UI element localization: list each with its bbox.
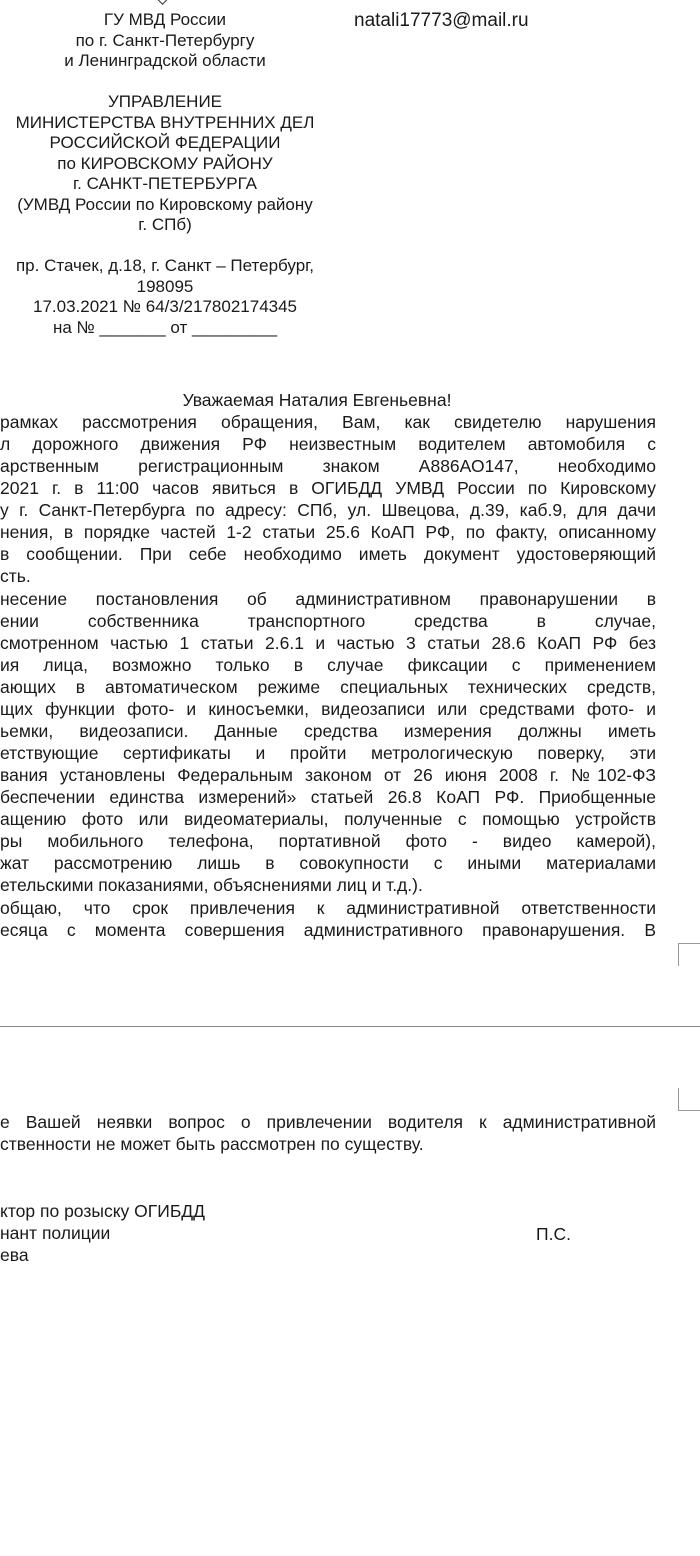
signature-name: ева bbox=[0, 1245, 29, 1265]
greeting: Уважаемая Наталия Евгеньевна! bbox=[182, 390, 452, 410]
signature-position: ктор по розыску ОГИБДД bbox=[0, 1201, 206, 1221]
signature-rank: нант полиции bbox=[0, 1223, 111, 1243]
chevron-down-icon bbox=[156, 0, 169, 5]
address-line: пр. Стачек, д.18, г. Санкт – Петербург, bbox=[15, 256, 315, 275]
paragraph-line: ственности не может быть рассмотрен по существу. bbox=[0, 1134, 424, 1154]
paragraph-line: ьемки, видеозаписи. Данные средства измерения должны иметь bbox=[0, 721, 656, 741]
department-name bbox=[0, 92, 330, 236]
paragraph-line: беспечении единства измерений» статьей 26.8 КоАП РФ. Приобщенные bbox=[0, 787, 656, 807]
dept-line: (УМВД России по Кировскому району bbox=[17, 194, 313, 214]
paragraph-line: жат рассмотрению лишь в совокупности с иными материалами bbox=[0, 853, 656, 873]
dept-line: МИНИСТЕРСТВА ВНУТРЕННИХ ДЕЛ bbox=[15, 112, 315, 132]
paragraph-line: в сообщении. При себе необходимо иметь документ удостоверяющий bbox=[0, 544, 656, 564]
paragraph-line: щих функции фото- и киносъемки, видеозаписи или средствами фото- и bbox=[0, 699, 656, 719]
page-break-divider bbox=[0, 1026, 700, 1027]
paragraph-line: сть. bbox=[0, 566, 31, 586]
paragraph-line: вания установлены Федеральным законом от 26 июня 2008 г. №102-ФЗ bbox=[0, 765, 656, 785]
paragraph-line: ении собственника транспортного средства в случае, bbox=[0, 611, 656, 631]
paragraph-line: е Вашей неявки вопрос о привлечении водителя к административной bbox=[0, 1112, 656, 1132]
paragraph-line: есяца с момента совершения административного правонарушения. В bbox=[0, 920, 656, 940]
org-line: по г. Санкт-Петербургу bbox=[75, 30, 255, 50]
paragraph-line: смотренном частью 1 статьи 2.6.1 и частью 3 статьи 28.6 КоАП РФ без bbox=[0, 633, 656, 653]
reference-number: на № _______ от _________ bbox=[52, 317, 278, 337]
paragraph-line: ающих в автоматическом режиме специальных технических средств, bbox=[0, 677, 656, 697]
address-block bbox=[0, 256, 330, 338]
paragraph-line: общаю, что срок привлечения к административной ответственности bbox=[0, 898, 656, 918]
paragraph-line: у г. Санкт-Петербурга по адресу: СПб, ул. Швецова, д.39, каб.9, для дачи bbox=[0, 500, 656, 520]
paragraph-line: нения, в порядке частей 1-2 статьи 25.6 КоАП РФ, по факту, описанному bbox=[0, 522, 656, 542]
dept-line: г. СПб) bbox=[138, 215, 192, 234]
paragraph-line: 2021 г. в 11:00 часов явиться в ОГИБДД УМВД России по Кировскому bbox=[0, 478, 656, 498]
paragraph-line: ащению фото или видеоматериалы, полученные с помощью устройств bbox=[0, 809, 656, 829]
paragraph-line: ия лица, возможно только в случае фиксации с применением bbox=[0, 655, 656, 675]
org-line: ГУ МВД России bbox=[103, 10, 227, 29]
address-line: 198095 bbox=[136, 276, 194, 296]
paragraph-line: рамках рассмотрения обращения, Вам, как свидетелю нарушения bbox=[0, 412, 656, 432]
paragraph-line: арственным регистрационным знаком А886АО147, необходимо bbox=[0, 456, 656, 476]
org-name bbox=[0, 10, 330, 72]
dept-line: по КИРОВСКОМУ РАЙОНУ bbox=[57, 153, 273, 173]
paragraph-line: л дорожного движения РФ неизвестным водителем автомобиля с bbox=[0, 434, 656, 454]
signature-initials: П.С. bbox=[536, 1224, 571, 1244]
page-corner-mark bbox=[678, 1088, 700, 1111]
dept-line: РОССИЙСКОЙ ФЕДЕРАЦИИ bbox=[49, 133, 281, 152]
org-line: и Ленинградской области bbox=[64, 51, 266, 70]
paragraph-line: етельскими показаниями, объяснениями лиц и т.д.). bbox=[0, 875, 423, 895]
paragraph-line: етствующие сертификаты и пройти метрологическую поверку, эти bbox=[0, 743, 656, 763]
dept-line: УПРАВЛЕНИЕ bbox=[107, 92, 223, 111]
document-number: 17.03.2021 № 64/3/217802174345 bbox=[32, 297, 298, 316]
recipient-email: natali17773@mail.ru bbox=[354, 10, 529, 31]
dept-line: г. САНКТ-ПЕТЕРБУРГА bbox=[73, 174, 257, 193]
paragraph-line: ры мобильного телефона, портативной фото - видео камерой), bbox=[0, 831, 656, 851]
paragraph-line: несение постановления об административном правонарушении в bbox=[0, 589, 656, 609]
page-corner-mark bbox=[678, 943, 700, 966]
